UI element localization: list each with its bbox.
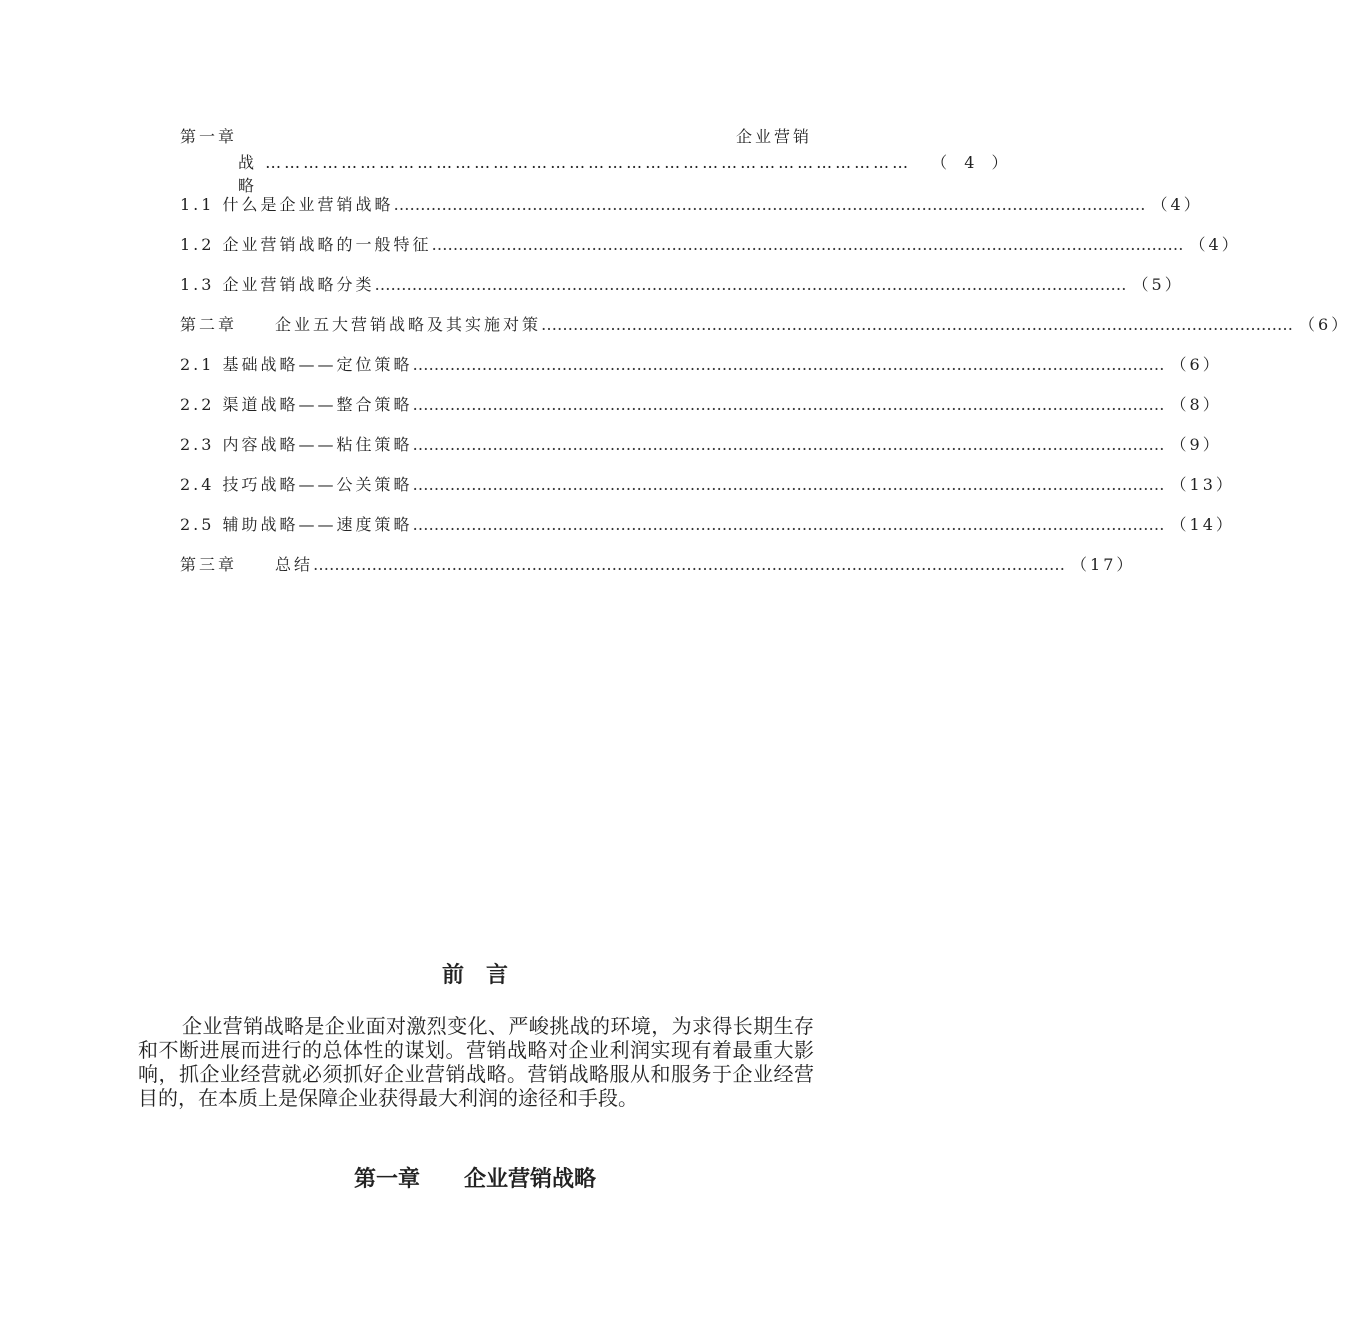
toc-entry-label: 2.1 基础战略——定位策略: [180, 355, 413, 374]
toc-entry-page: （6）: [1299, 315, 1350, 334]
toc-entry-label: 2.5 辅助战略——速度策略: [180, 515, 413, 534]
toc-entry: [180, 392, 1222, 416]
toc-entry: [180, 352, 1222, 376]
toc-entry-page: （5）: [1132, 275, 1184, 294]
toc-entry-page: （17）: [1071, 555, 1136, 574]
toc-leader-dots: ……………………………………………………………………………………………………………………………: [412, 435, 1165, 454]
toc-entry-label: 2.4 技巧战略——公关策略: [180, 475, 413, 494]
toc-entry: [180, 312, 1350, 336]
toc-entry: [180, 432, 1222, 456]
preface-paragraph: 企业营销战略是企业面对激烈变化、严峻挑战的环境，为求得长期生存和不断进展而进行的总体性的谋划。营销战略对企业利润实现有着最重大影响，抓企业经营就必须抓好企业营销战略。营销战略服从和服务于企业经营目的，在本质上是保障企业获得最大利润的途径和手段。: [138, 1014, 814, 1110]
toc-entry-page: （14）: [1170, 515, 1235, 534]
toc-leader-dots: ……………………………………………………………………………………………………………………………: [374, 275, 1127, 294]
toc-entry-label-tail: 战 略: [238, 153, 258, 195]
toc-leader-dots: ……………………………………………………………………………………………………………………………: [541, 315, 1294, 334]
toc-entry-label: 第一章: [180, 127, 238, 146]
toc-leader-dots: ……………………………………………………………………………………………………………………………: [393, 195, 1146, 214]
toc-entry-label: 1.1 什么是企业营销战略: [180, 195, 394, 214]
toc-entry-label: 第三章 总结: [180, 555, 314, 574]
toc-entry: [180, 272, 1184, 296]
toc-entry-page: （ 4 ）: [931, 153, 1014, 172]
toc-entry-page: （13）: [1170, 475, 1235, 494]
toc-entry-page: （4）: [1151, 195, 1203, 214]
toc-entry-page: （9）: [1170, 435, 1222, 454]
toc-entry-label-continued: 企业营销: [735, 127, 812, 146]
toc-leader-dots: ……………………………………………………………………………………………………………………………: [412, 515, 1165, 534]
toc-entry: [180, 192, 1203, 216]
toc-entry-label: 1.3 企业营销战略分类: [180, 275, 375, 294]
toc-entry: [180, 232, 1241, 256]
toc-entry: [180, 472, 1235, 496]
preface-title: 前言: [441, 963, 530, 988]
toc-entry: [180, 552, 1136, 576]
toc-leader-dots: …………………………………………………………………………………………: [257, 153, 912, 172]
toc-entry-page: （6）: [1170, 355, 1222, 374]
toc-entry-label: 第二章 企业五大营销战略及其实施对策: [180, 315, 542, 334]
toc-entry-label: 2.2 渠道战略——整合策略: [180, 395, 413, 414]
toc-entry-chapter1-wrap: [238, 150, 1014, 196]
toc-leader-dots: ……………………………………………………………………………………………………………………………: [412, 475, 1165, 494]
toc-entry-chapter1: [180, 124, 812, 148]
chapter-title: 第一章 企业营销战略: [353, 1167, 596, 1192]
toc-leader-dots: ……………………………………………………………………………………………………………………………: [431, 235, 1184, 254]
toc-entry-label: 1.2 企业营销战略的一般特征: [180, 235, 432, 254]
toc-leader-dots: ……………………………………………………………………………………………………………………………: [412, 395, 1165, 414]
toc-leader-dots: ……………………………………………………………………………………………………………………………: [313, 555, 1066, 574]
toc-entry-page: （4）: [1189, 235, 1241, 254]
toc-entry-page: （8）: [1170, 395, 1222, 414]
toc-entry: [180, 512, 1235, 536]
toc-entry-label: 2.3 内容战略——粘住策略: [180, 435, 413, 454]
toc-leader-dots: ……………………………………………………………………………………………………………………………: [412, 355, 1165, 374]
